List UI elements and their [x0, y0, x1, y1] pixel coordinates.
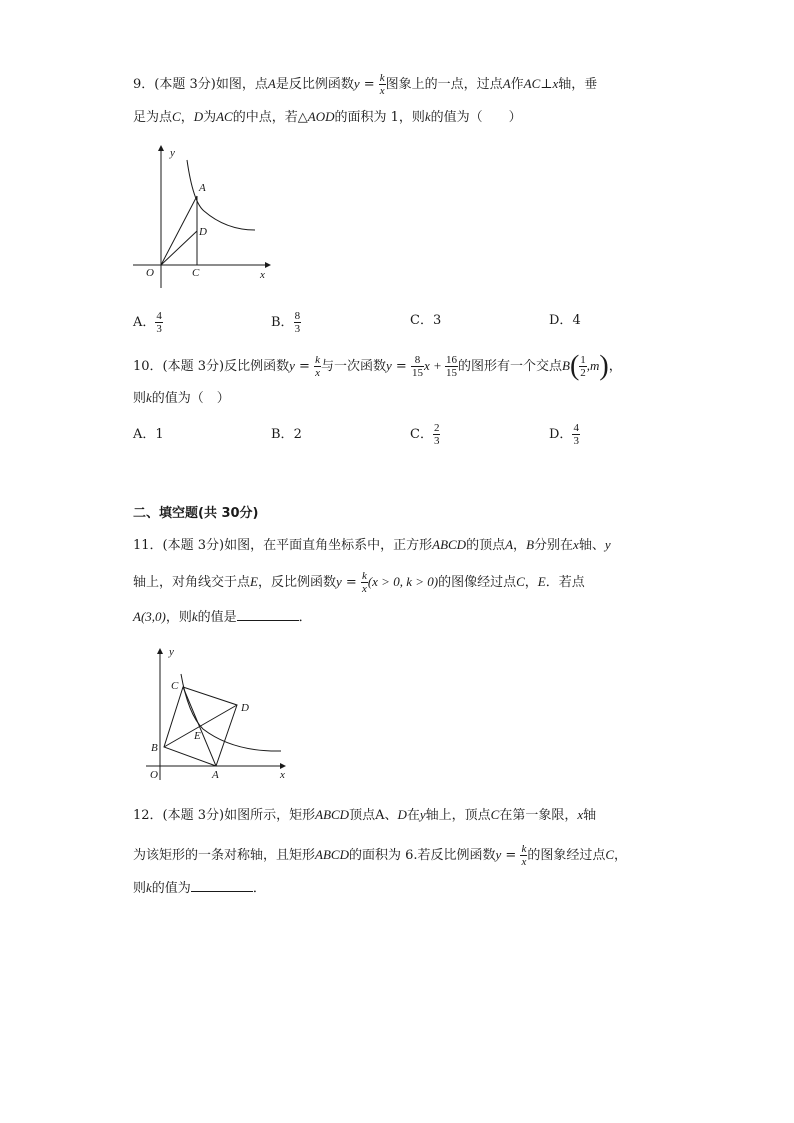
q10-line-1 — [133, 350, 622, 382]
frac-num: 1 — [580, 354, 586, 366]
q10-var-b: B — [562, 358, 570, 373]
frac-num: 4 — [156, 310, 162, 322]
option-fraction — [155, 310, 163, 335]
option-text: 2 — [293, 427, 302, 442]
q9-option-c[interactable] — [410, 312, 441, 330]
q12-text: 轴 — [583, 808, 597, 823]
q9-text: 足为点 — [133, 110, 173, 125]
q9-text: 如图，点 — [215, 77, 268, 92]
label-x: x — [280, 769, 285, 781]
q9-line-2 — [133, 108, 522, 127]
q11-line-3 — [133, 608, 312, 627]
q12-var-c: C — [490, 807, 500, 822]
q10-paren: ( — [569, 350, 580, 382]
frac-den: 3 — [294, 323, 301, 335]
label-e: E — [194, 730, 201, 742]
q10-text: 与一次函数 — [320, 359, 386, 374]
frac-den: 3 — [433, 435, 440, 447]
q12-text: ， — [614, 848, 628, 863]
q11-text: ， — [524, 575, 538, 590]
frac-num: k — [315, 354, 320, 366]
q9-text: 的面积为 1，则 — [334, 110, 425, 125]
label-b: B — [151, 742, 158, 754]
label-d: D — [199, 226, 207, 238]
q12-text: 轴上，顶点 — [425, 808, 491, 823]
q10-var-y: y — [289, 358, 295, 373]
q12-text: 顶点A、 — [349, 808, 398, 823]
frac-den: 15 — [411, 367, 423, 379]
q10-var-m: ,m — [586, 358, 600, 373]
q11-eq: = — [341, 575, 361, 590]
q9-var-ac: AC — [523, 76, 541, 91]
q9-triangle-symbol: △ — [297, 110, 308, 125]
q10-fraction-k-over-x — [314, 354, 321, 379]
frac-den: 2 — [580, 367, 586, 379]
label-d: D — [241, 702, 249, 714]
q11-text: ，反比例函数 — [257, 575, 336, 590]
q10-var-y: y — [385, 358, 392, 373]
q10-eq: = — [391, 359, 411, 374]
q9-tag: (本题 3分) — [154, 77, 216, 92]
option-text: 4 — [572, 313, 581, 328]
option-fraction — [433, 422, 441, 447]
q12-eq: = — [501, 848, 521, 863]
q10-tag: (本题 3分) — [162, 359, 225, 374]
q9-fraction-k-over-x — [379, 72, 386, 97]
q12-text: 的值为 — [151, 881, 191, 896]
label-a: A — [212, 769, 219, 781]
q11-line-2 — [133, 570, 585, 595]
q11-var-y: y — [335, 574, 342, 589]
q9-comma: ， — [180, 110, 194, 125]
option-fraction — [572, 422, 580, 447]
q9-text: 为 — [203, 110, 217, 125]
q10-eq: = — [294, 359, 315, 374]
label-y: y — [170, 147, 175, 159]
q10-text: 的图形有一个交点 — [457, 359, 562, 374]
q9-text: 作 — [510, 77, 524, 92]
q10-fraction-1-2 — [579, 354, 587, 379]
q11-var-abcd: ABCD — [432, 537, 467, 552]
q9-var-c: C — [172, 109, 181, 124]
q11-text: 的图像经过点 — [438, 575, 517, 590]
frac-num: 8 — [411, 354, 424, 367]
q12-answer-blank[interactable] — [191, 879, 253, 892]
q11-tag: (本题 3分) — [162, 538, 225, 553]
option-fraction — [294, 310, 302, 335]
q11-var-c: C — [516, 574, 525, 589]
q9-number: 9． — [133, 77, 155, 92]
q10-fraction-8-15 — [411, 354, 424, 379]
q11-line-1 — [133, 536, 611, 555]
q11-comma: ， — [513, 538, 527, 553]
q11-end: ． — [298, 610, 312, 625]
q11-answer-blank[interactable] — [237, 608, 299, 621]
label-x: x — [260, 269, 265, 281]
q10-text: 反比例函数 — [224, 359, 290, 374]
q11-var-e: E — [250, 574, 258, 589]
label-a: A — [199, 182, 206, 194]
q9-text: 图象上的一点，过点 — [385, 77, 503, 92]
q10-text: 则 — [133, 391, 147, 406]
frac-den: 3 — [573, 435, 579, 447]
label-y: y — [169, 646, 174, 658]
q12-tag: (本题 3分) — [162, 808, 225, 823]
q12-var-abcd: ABCD — [315, 807, 350, 822]
label-c: C — [192, 267, 200, 279]
option-label: D． — [549, 427, 573, 442]
q10-number: 10． — [133, 359, 163, 374]
option-label: C． — [410, 427, 433, 442]
segment-od — [161, 231, 197, 265]
q9-eq: = — [359, 77, 379, 92]
q9-figure — [130, 140, 280, 290]
option-label: C． — [410, 313, 433, 328]
q9-var-a: A — [502, 76, 511, 91]
q10-text: 的值为（ ） — [151, 391, 230, 406]
q9-perp: ⊥ — [540, 77, 553, 92]
q9-var-k: k — [424, 109, 431, 124]
label-o: O — [150, 769, 158, 781]
q11-text: ，则 — [165, 610, 192, 625]
label-c: C — [171, 680, 179, 692]
option-label: B． — [271, 427, 294, 442]
q12-text: 如图所示，矩形 — [224, 808, 316, 823]
option-label: B． — [271, 315, 294, 330]
q12-text: 则 — [133, 881, 147, 896]
q11-point-a: A(3,0) — [133, 609, 166, 624]
q12-number: 12． — [133, 808, 163, 823]
frac-num: 2 — [433, 422, 440, 434]
q12-end: ． — [252, 881, 266, 896]
segment-oa — [161, 196, 197, 265]
q12-var-x: x — [577, 807, 584, 822]
q12-var-d: D — [397, 807, 407, 822]
q12-line-2 — [133, 843, 627, 868]
frac-den: x — [521, 856, 527, 868]
q9-line-1 — [133, 72, 597, 97]
q11-text: 轴、 — [578, 538, 605, 553]
q11-var-a: A — [505, 537, 514, 552]
option-label: A． — [133, 315, 156, 330]
q12-text: 的面积为 6.若反比例函数 — [348, 848, 496, 863]
q10-fraction-16-15 — [445, 354, 458, 379]
q11-text: ．若点 — [545, 575, 585, 590]
q9-option-a[interactable] — [133, 310, 163, 335]
q10-plus: x + — [423, 358, 445, 373]
q11-figure — [143, 644, 293, 784]
option-text: 3 — [432, 313, 442, 328]
option-label: D． — [549, 313, 573, 328]
q9-frac-num: k — [379, 72, 385, 84]
frac-num: 16 — [445, 354, 457, 366]
q9-var-a: A — [267, 76, 276, 91]
q12-line-3 — [133, 879, 266, 898]
q11-text: 轴上，对角线交于点 — [133, 575, 251, 590]
q11-var-y: y — [604, 537, 611, 552]
q9-text: 的中点，若 — [232, 110, 298, 125]
q12-var-c: C — [605, 847, 615, 862]
q10-option-b[interactable] — [271, 426, 302, 444]
q9-var-y: y — [353, 76, 360, 91]
section-2-title: 二、填空题(共 30分) — [133, 506, 259, 521]
q10-option-d[interactable] — [549, 422, 580, 447]
q12-var-k: k — [146, 880, 152, 895]
q12-text: 在 — [406, 808, 420, 823]
q11-text: 的值是 — [197, 610, 237, 625]
frac-den: 3 — [156, 323, 162, 335]
q9-option-b[interactable] — [271, 310, 301, 335]
q10-paren: ) — [599, 350, 609, 382]
q9-text: 是反比例函数 — [275, 77, 354, 92]
q11-fraction-k-over-x — [361, 570, 368, 595]
option-text: 1 — [155, 427, 164, 442]
q9-text: 的值为（ ） — [430, 110, 522, 125]
q9-text: 轴，垂 — [558, 77, 598, 92]
q11-condition: (x > 0, k > 0) — [367, 574, 439, 589]
q10-var-k: k — [146, 390, 152, 405]
q10-option-a[interactable] — [133, 426, 164, 444]
q10-text: ， — [608, 359, 622, 374]
label-o: O — [146, 267, 154, 279]
q11-var-k: k — [191, 609, 198, 624]
frac-den: x — [361, 583, 367, 595]
frac-num: 8 — [294, 310, 301, 322]
q11-var-x: x — [573, 537, 579, 552]
q10-option-c[interactable] — [410, 422, 440, 447]
q12-text: 的图象经过点 — [527, 848, 606, 863]
q12-var-abcd: ABCD — [315, 847, 349, 862]
frac-num: 4 — [573, 422, 579, 434]
frac-num: k — [361, 570, 367, 582]
frac-den: 15 — [445, 367, 457, 379]
q12-line-1 — [133, 806, 596, 825]
q12-var-y: y — [495, 847, 502, 862]
frac-den: x — [315, 367, 320, 379]
q9-frac-den: x — [379, 85, 385, 97]
q12-text: 在第一象限， — [499, 808, 578, 823]
q11-var-b: B — [526, 537, 535, 552]
q11-number: 11． — [133, 538, 163, 553]
frac-num: k — [521, 843, 527, 855]
q11-var-e: E — [537, 574, 546, 589]
q11-text: 的顶点 — [466, 538, 506, 553]
q9-var-ac: AC — [216, 109, 233, 124]
q12-text: 为该矩形的一条对称轴，且矩形 — [133, 848, 316, 863]
q11-text: 如图，在平面直角坐标系中，正方形 — [224, 538, 433, 553]
q9-var-d: D — [193, 109, 204, 124]
q9-var-x: x — [552, 76, 559, 91]
q12-var-y: y — [419, 807, 426, 822]
q9-option-d[interactable] — [549, 312, 581, 330]
q11-text: 分别在 — [534, 538, 574, 553]
q10-line-2 — [133, 389, 230, 408]
q9-var-aod: AOD — [307, 109, 335, 124]
option-label: A． — [133, 427, 156, 442]
